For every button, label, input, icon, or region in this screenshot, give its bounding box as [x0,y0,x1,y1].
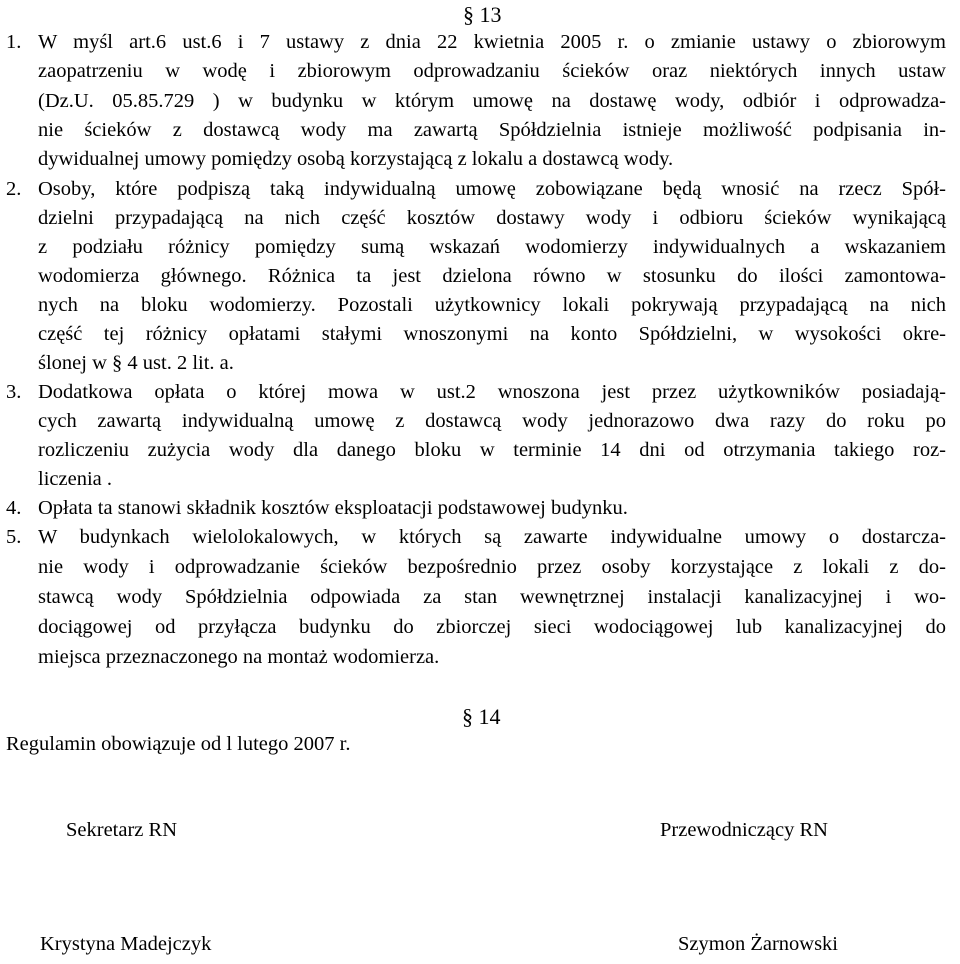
paragraph-5-line: miejsca przeznaczonego na montaż wodomierza. [38,646,440,668]
paragraph-1-line: (Dz.U. 05.85.729 ) w budynku w którym umowę na dostawę wody, odbiór i odprowadza- [38,90,946,112]
paragraph-2-line: ślonej w § 4 ust. 2 lit. a. [38,352,234,374]
paragraph-5-line: dociągowej od przyłącza budynku do zbiorczej sieci wodociągowej lub kanalizacyjnej do [38,616,946,638]
regulamin-statement: Regulamin obowiązuje od l lutego 2007 r. [6,733,351,755]
secretary-name: Krystyna Madejczyk [40,933,212,955]
paragraph-1-line: dywidualnej umowy pomiędzy osobą korzystającą z lokalu a dostawcą wody. [38,148,674,170]
paragraph-2-number: 2. [6,178,22,200]
paragraph-3-line: Dodatkowa opłata o której mowa w ust.2 wnoszona jest przez użytkowników posiadają- [38,381,946,403]
paragraph-5-line: nie wody i odprowadzanie ścieków bezpośrednio przez osoby korzystające z lokali z do- [38,556,946,578]
paragraph-4-line: Opłata ta stanowi składnik kosztów eksploatacji podstawowej budynku. [38,497,628,519]
paragraph-1-line: zaopatrzeniu w wodę i zbiorowym odprowadzaniu ścieków oraz niektórych innych ustaw [38,60,946,82]
section-13-heading: § 13 [463,2,502,27]
paragraph-2-line: z podziału różnicy pomiędzy sumą wskazań wodomierzy indywidualnych a wskazaniem [38,236,946,258]
paragraph-1-line: W myśl art.6 ust.6 i 7 ustawy z dnia 22 kwietnia 2005 r. o zmianie ustawy o zbiorowym [38,31,946,53]
paragraph-3-line: rozliczeniu zużycia wody dla danego bloku w terminie 14 dni od otrzymania takiego roz- [38,439,946,461]
paragraph-4-number: 4. [6,497,22,519]
paragraph-5-line: stawcą wody Spółdzielnia odpowiada za stan wewnętrznej instalacji kanalizacyjnej i wo- [38,586,946,608]
paragraph-2-line: wodomierza głównego. Różnica ta jest dzielona równo w stosunku do ilości zamontowa- [38,265,946,287]
chairman-name: Szymon Żarnowski [678,933,838,955]
paragraph-2-line: część tej różnicy opłatami stałymi wnoszonymi na konto Spółdzielni, w wysokości okre- [38,323,946,345]
paragraph-1-number: 1. [6,31,22,53]
paragraph-5-number: 5. [6,526,22,548]
chairman-title: Przewodniczący RN [660,819,828,841]
secretary-title: Sekretarz RN [66,819,177,841]
paragraph-3-line: cych zawartą indywidualną umowę z dostawcą wody jednorazowo dwa razy do roku po [38,410,946,432]
paragraph-2-line: Osoby, które podpiszą taką indywidualną umowę zobowiązane będą wnosić na rzecz Spół- [38,178,946,200]
paragraph-2-line: nych na bloku wodomierzy. Pozostali użytkownicy lokali pokrywają przypadającą na nich [38,294,946,316]
paragraph-3-line: liczenia . [38,468,112,490]
paragraph-1-line: nie ścieków z dostawcą wody ma zawartą Spółdzielnia istnieje możliwość podpisania in- [38,119,946,141]
paragraph-5-line: W budynkach wielolokalowych, w których są zawarte indywidualne umowy o dostarcza- [38,526,946,548]
paragraph-3-number: 3. [6,381,22,403]
paragraph-2-line: dzielni przypadającą na nich część kosztów dostawy wody i odbioru ścieków wynikającą [38,207,946,229]
section-14-heading: § 14 [462,704,501,729]
